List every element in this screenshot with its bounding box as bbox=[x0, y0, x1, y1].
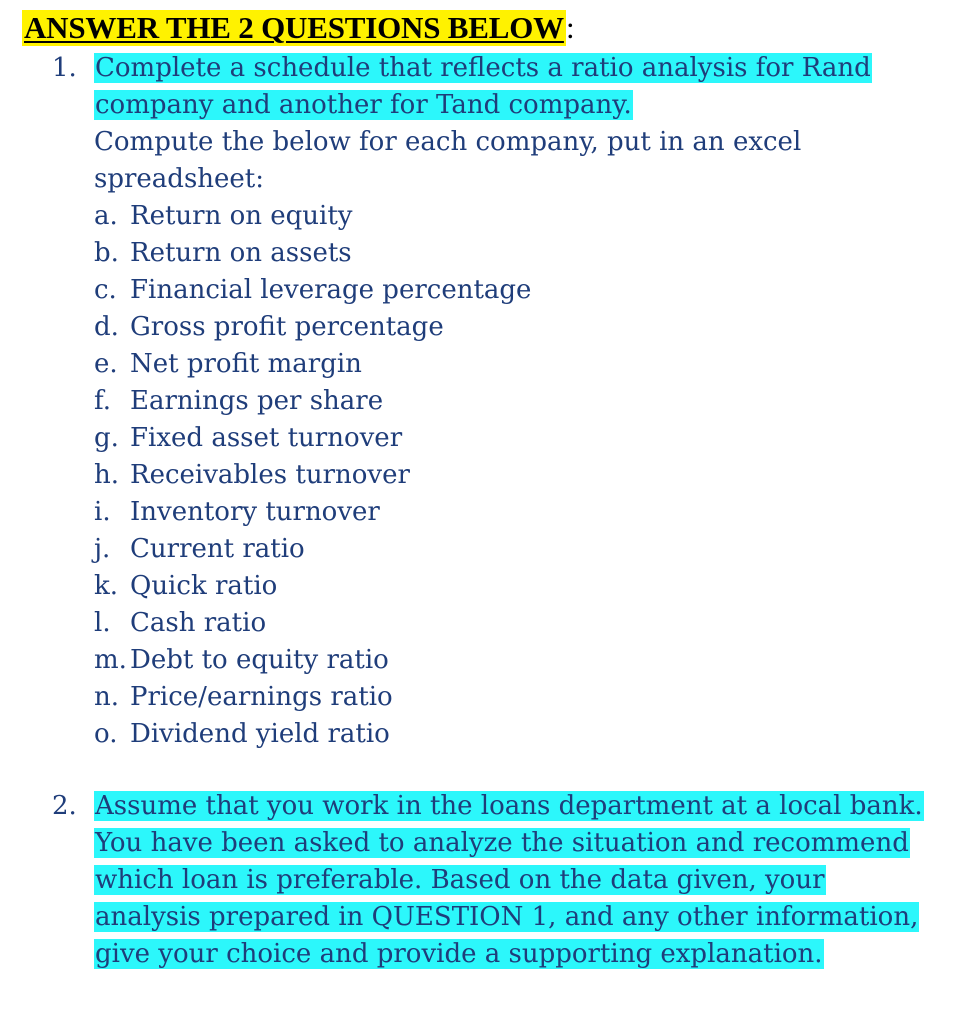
heading-colon: : bbox=[565, 10, 575, 45]
question-1-prompt bbox=[94, 50, 932, 124]
ratio-letter: o. bbox=[94, 719, 118, 749]
ratio-label: Inventory turnover bbox=[130, 497, 380, 527]
question-1-instructions: Compute the below for each company, put in an excel spreadsheet: bbox=[94, 127, 802, 194]
ratio-letter: n. bbox=[94, 682, 120, 712]
ratio-label: Fixed asset turnover bbox=[130, 423, 403, 453]
list-item bbox=[94, 494, 932, 531]
list-item bbox=[94, 642, 932, 679]
ratio-letter: c. bbox=[94, 275, 117, 305]
list-item bbox=[94, 605, 932, 642]
ratio-label: Price/earnings ratio bbox=[130, 682, 393, 712]
ratio-letter: e. bbox=[94, 349, 118, 379]
ratio-label: Net profit margin bbox=[130, 349, 362, 379]
list-item bbox=[94, 198, 932, 235]
list-item bbox=[94, 679, 932, 716]
ratio-letter: h. bbox=[94, 460, 120, 490]
ratio-label: Cash ratio bbox=[130, 608, 267, 638]
ratio-label: Dividend yield ratio bbox=[130, 719, 390, 749]
list-item bbox=[94, 716, 932, 753]
ratio-label: Gross profit percentage bbox=[130, 312, 444, 342]
heading-text: ANSWER THE 2 QUESTIONS BELOW bbox=[24, 10, 564, 45]
document-heading bbox=[22, 8, 575, 48]
list-item bbox=[94, 531, 932, 568]
list-item bbox=[94, 420, 932, 457]
ratio-letter: b. bbox=[94, 238, 119, 268]
ratio-label: Quick ratio bbox=[130, 571, 278, 601]
ratio-letter: g. bbox=[94, 423, 119, 453]
list-item bbox=[94, 346, 932, 383]
list-item bbox=[94, 383, 932, 420]
list-item bbox=[94, 235, 932, 272]
question-1-number: 1. bbox=[52, 53, 77, 83]
ratio-letter: a. bbox=[94, 201, 118, 231]
ratio-label: Financial leverage percentage bbox=[130, 275, 532, 305]
ratio-letter: f. bbox=[94, 386, 111, 416]
ratio-label: Debt to equity ratio bbox=[130, 645, 389, 675]
ratio-label: Return on assets bbox=[130, 238, 352, 268]
list-item bbox=[94, 457, 932, 494]
ratio-label: Return on equity bbox=[130, 201, 353, 231]
question-1-highlighted-text: Complete a schedule that reflects a ratio analysis for Rand company and another for Tand company. bbox=[95, 53, 871, 120]
ratio-letter: i. bbox=[94, 497, 111, 527]
ratio-letter: j. bbox=[94, 534, 111, 564]
ratio-letter: m. bbox=[94, 645, 127, 675]
ratio-letter: d. bbox=[94, 312, 119, 342]
ratio-label: Earnings per share bbox=[130, 386, 384, 416]
question-2-number: 2. bbox=[52, 791, 77, 821]
ratio-list bbox=[94, 198, 932, 753]
list-item bbox=[94, 272, 932, 309]
ratio-letter: l. bbox=[94, 608, 111, 638]
question-2-highlighted-text: Assume that you work in the loans department at a local bank. You have been asked to analyze the situation and recommend which loan is preferable. Based on the data given, your analysis prepared in QUESTION 1, and any other information, give your choice and provide a supporting explanation. bbox=[95, 791, 923, 969]
list-item bbox=[94, 568, 932, 605]
ratio-letter: k. bbox=[94, 571, 119, 601]
question-2 bbox=[52, 788, 932, 973]
ratio-label: Receivables turnover bbox=[130, 460, 410, 490]
question-1 bbox=[52, 50, 932, 753]
ratio-label: Current ratio bbox=[130, 534, 305, 564]
list-item bbox=[94, 309, 932, 346]
